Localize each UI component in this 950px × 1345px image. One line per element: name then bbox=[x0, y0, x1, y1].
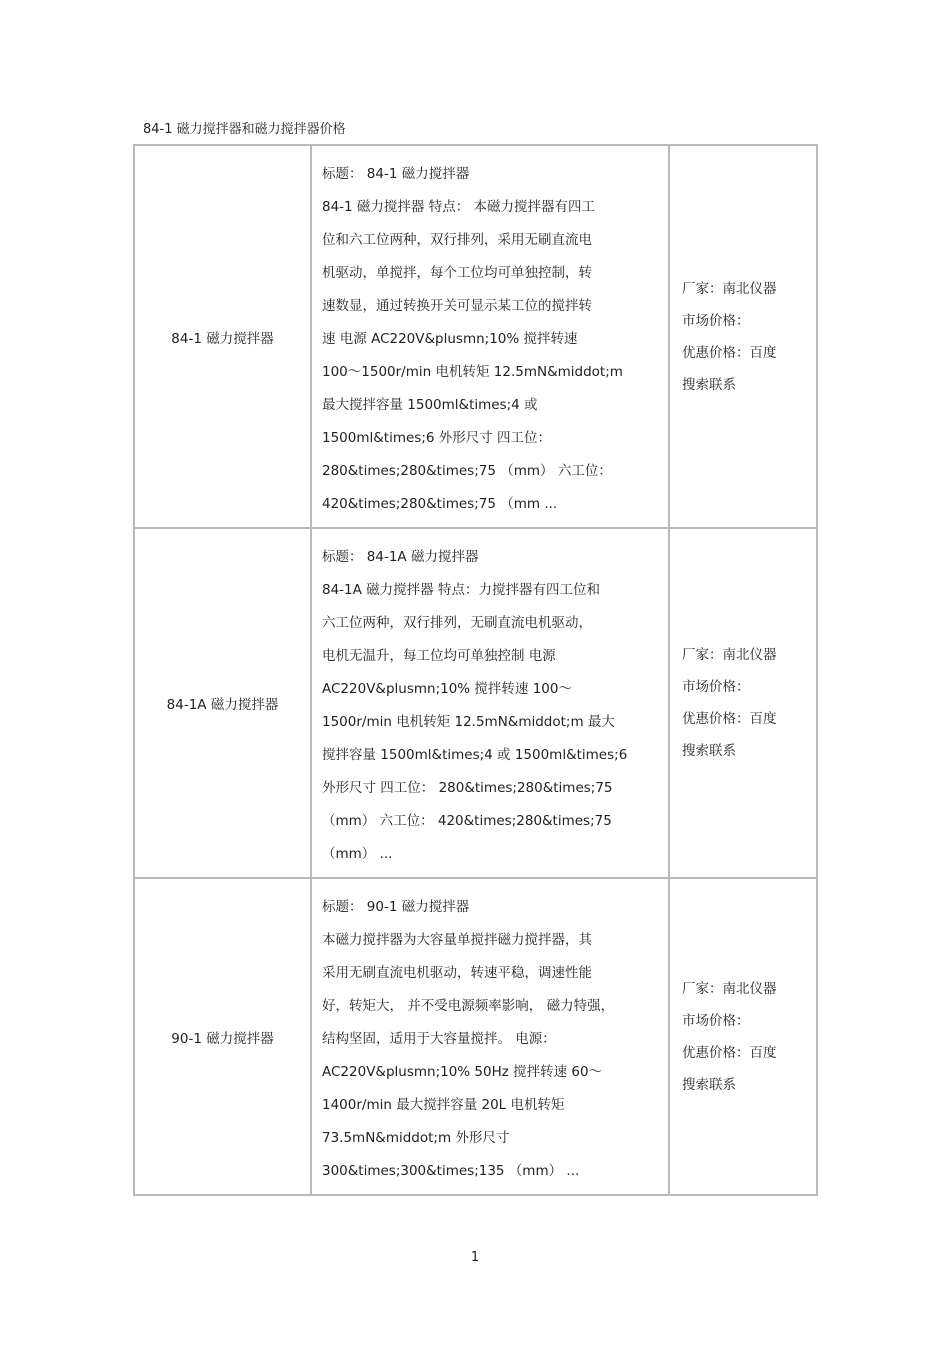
description-line: 采用无刷直流电机驱动，转速平稳，调速性能 bbox=[322, 965, 592, 981]
contact-label: 搜索联系 bbox=[682, 743, 736, 759]
price-info-cell bbox=[669, 878, 817, 1195]
product-description-cell bbox=[311, 878, 669, 1195]
product-description-cell bbox=[311, 528, 669, 878]
discount-price-label: 优惠价格：百度 bbox=[682, 344, 777, 361]
description-line: 100～1500r/min 电机转矩 12.5mN&middot;m bbox=[322, 364, 623, 380]
description-line: 好，转矩大， 并不受电源频率影响， 磁力特强， bbox=[322, 998, 615, 1014]
product-table bbox=[133, 144, 818, 1196]
description-line: 1500ml&times;6 外形尺寸 四工位： bbox=[322, 430, 552, 446]
market-price-label: 市场价格： bbox=[682, 312, 750, 329]
description-line: 六工位两种，双行排列，无刷直流电机驱动， bbox=[322, 615, 592, 631]
product-name: 84-1A 磁力搅拌器 bbox=[166, 697, 279, 713]
product-name-cell bbox=[134, 878, 311, 1195]
description-line: 1400r/min 最大搅拌容量 20L 电机转矩 bbox=[322, 1097, 565, 1113]
price-info-cell bbox=[669, 145, 817, 528]
vendor-label: 厂家：南北仪器 bbox=[682, 647, 777, 663]
description-line: 搅拌容量 1500ml&times;4 或 1500ml&times;6 bbox=[322, 747, 628, 763]
discount-price-label: 优惠价格：百度 bbox=[682, 711, 777, 727]
product-name: 84-1 磁力搅拌器 bbox=[171, 330, 274, 347]
discount-price-label: 优惠价格：百度 bbox=[682, 1044, 777, 1061]
vendor-label: 厂家：南北仪器 bbox=[682, 980, 777, 997]
description-line: 1500r/min 电机转矩 12.5mN&middot;m 最大 bbox=[322, 714, 615, 730]
description-line: 420&times;280&times;75 （mm ... bbox=[322, 496, 558, 512]
description-line: 结构坚固，适用于大容量搅拌。 电源： bbox=[322, 1031, 556, 1047]
product-name-cell bbox=[134, 145, 311, 528]
description-line: 标题： 90-1 磁力搅拌器 bbox=[322, 899, 470, 915]
product-name: 90-1 磁力搅拌器 bbox=[171, 1030, 274, 1047]
market-price-label: 市场价格： bbox=[682, 1012, 750, 1029]
table-row bbox=[134, 878, 817, 1195]
description-line: 位和六工位两种，双行排列，采用无刷直流电 bbox=[322, 232, 592, 248]
description-line: 最大搅拌容量 1500ml&times;4 或 bbox=[322, 397, 538, 413]
document-title: 84-1 磁力搅拌器和磁力搅拌器价格 bbox=[143, 122, 346, 137]
contact-label: 搜索联系 bbox=[682, 1076, 736, 1093]
description-line: 外形尺寸 四工位： 280&times;280&times;75 bbox=[322, 780, 613, 796]
product-description-cell bbox=[311, 145, 669, 528]
description-line: 标题： 84-1 磁力搅拌器 bbox=[322, 166, 470, 182]
description-line: 300&times;300&times;135 （mm） ... bbox=[322, 1163, 580, 1179]
page-number: 1 bbox=[470, 1250, 480, 1265]
description-line: （mm） ... bbox=[322, 846, 393, 862]
description-line: 84-1A 磁力搅拌器 特点：力搅拌器有四工位和 bbox=[322, 582, 600, 598]
description-line: 标题： 84-1A 磁力搅拌器 bbox=[322, 549, 479, 565]
table-row bbox=[134, 528, 817, 878]
description-line: AC220V&plusmn;10% 50Hz 搅拌转速 60～ bbox=[322, 1064, 603, 1080]
product-name-cell bbox=[134, 528, 311, 878]
description-line: AC220V&plusmn;10% 搅拌转速 100～ bbox=[322, 681, 572, 697]
market-price-label: 市场价格： bbox=[682, 679, 750, 695]
description-line: 机驱动，单搅拌，每个工位均可单独控制，转 bbox=[322, 265, 592, 281]
description-line: 速数显，通过转换开关可显示某工位的搅拌转 bbox=[322, 298, 592, 314]
table-row bbox=[134, 145, 817, 528]
vendor-label: 厂家：南北仪器 bbox=[682, 280, 777, 297]
description-line: （mm） 六工位： 420&times;280&times;75 bbox=[322, 813, 612, 829]
description-line: 84-1 磁力搅拌器 特点： 本磁力搅拌器有四工 bbox=[322, 199, 596, 215]
description-line: 电机无温升，每工位均可单独控制 电源 bbox=[322, 648, 556, 664]
description-line: 280&times;280&times;75 （mm） 六工位： bbox=[322, 463, 612, 479]
description-line: 本磁力搅拌器为大容量单搅拌磁力搅拌器，其 bbox=[322, 932, 592, 948]
contact-label: 搜索联系 bbox=[682, 376, 736, 393]
price-info-cell bbox=[669, 528, 817, 878]
description-line: 速 电源 AC220V&plusmn;10% 搅拌转速 bbox=[322, 331, 578, 347]
description-line: 73.5mN&middot;m 外形尺寸 bbox=[322, 1130, 510, 1146]
